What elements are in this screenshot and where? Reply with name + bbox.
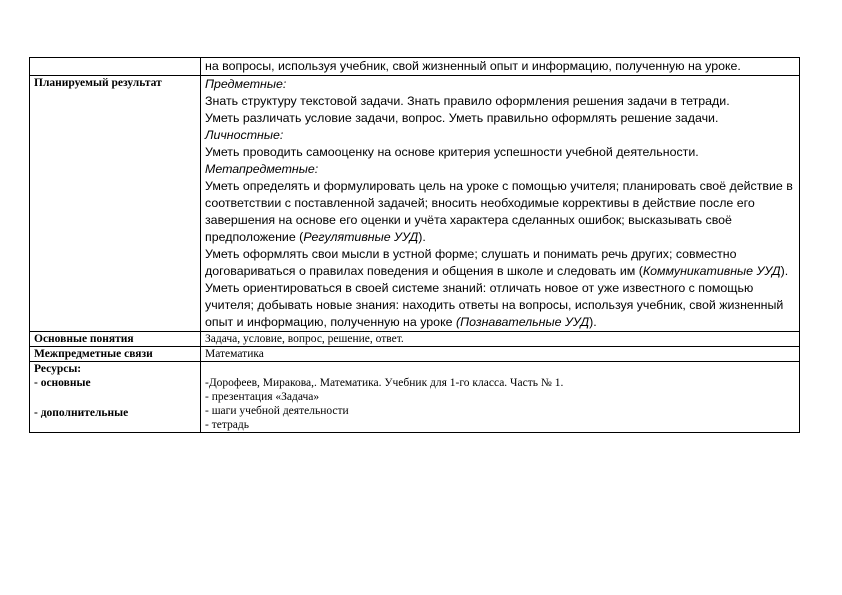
- planned-result-content: [201, 76, 800, 332]
- resources-label-cell: [30, 362, 201, 433]
- communicative-text: Уметь оформлять свои мысли в устной форме; слушать и понимать речь других; совместно договариваться о правилах поведения и общения в школе и следовать им (: [205, 247, 737, 278]
- subject-paragraph-1: Знать структуру текстовой задачи. Знать правило оформления решения задачи в тетради.: [205, 94, 730, 108]
- regulative-text: Уметь определять и формулировать цель на уроке с помощью учителя; планировать своё действие в соответствии с поставленной задачей; вносить необходимые коррективы в действие после его завершения на основе его оценки и учёта характера сделанных ошибок; высказывать своё предположение (: [205, 179, 793, 244]
- regulative-end: ).: [418, 230, 426, 244]
- list-item: -Дорофеев, Миракова,. Математика. Учебник для 1-го класса. Часть № 1.: [205, 377, 564, 389]
- table-row: [30, 58, 800, 76]
- personal-heading: Личностные:: [205, 128, 284, 142]
- lesson-plan-table: [29, 57, 800, 433]
- cognitive-text: Уметь ориентироваться в своей системе знаний: отличать новое от уже известного с помощью учителя; добывать новые знания: находить ответы на вопросы, используя учебник, свой жизненный опыт и информацию, полученную на уроке: [205, 281, 784, 329]
- table-row: [30, 362, 800, 433]
- key-concepts-text: Задача, условие, вопрос, решение, ответ.: [201, 332, 800, 347]
- row-label-empty: [30, 58, 201, 76]
- list-item: - шаги учебной деятельности: [205, 405, 349, 417]
- resources-extra-label: - дополнительные: [34, 407, 129, 419]
- meta-heading: Метапредметные:: [205, 162, 319, 176]
- continued-text: на вопросы, используя учебник, свой жизненный опыт и информацию, полученную на уроке.: [201, 58, 800, 76]
- table-row: [30, 332, 800, 347]
- table-row: [30, 76, 800, 332]
- cognitive-paragraph: [205, 280, 795, 331]
- row-label-key-concepts: Основные понятия: [30, 332, 201, 347]
- cognitive-tag: (Познавательные УУД: [455, 315, 590, 329]
- communicative-end: ).: [780, 264, 789, 278]
- communicative-paragraph: [205, 246, 795, 280]
- regulative-paragraph: [205, 178, 795, 246]
- resources-main-label: - основные: [34, 377, 91, 389]
- personal-paragraph: Уметь проводить самооценку на основе критерия успешности учебной деятельности.: [205, 145, 699, 159]
- row-label-resources: Ресурсы:: [34, 363, 82, 375]
- subject-paragraph-2: Уметь различать условие задачи, вопрос. Уметь правильно оформлять решение задачи.: [205, 111, 719, 125]
- subject-heading: Предметные:: [205, 77, 287, 91]
- list-item: - тетрадь: [205, 419, 249, 431]
- table-row: [30, 347, 800, 362]
- cognitive-end: ).: [589, 315, 597, 329]
- communicative-tag: Коммуникативные УУД: [642, 264, 781, 278]
- interdisciplinary-text: Математика: [201, 347, 800, 362]
- resources-list: [201, 362, 800, 433]
- row-label-interdisciplinary: Межпредметные связи: [30, 347, 201, 362]
- row-label-planned-result: Планируемый результат: [30, 76, 201, 332]
- regulative-tag: Регулятивные УУД: [303, 230, 419, 244]
- list-item: - презентация «Задача»: [205, 391, 320, 403]
